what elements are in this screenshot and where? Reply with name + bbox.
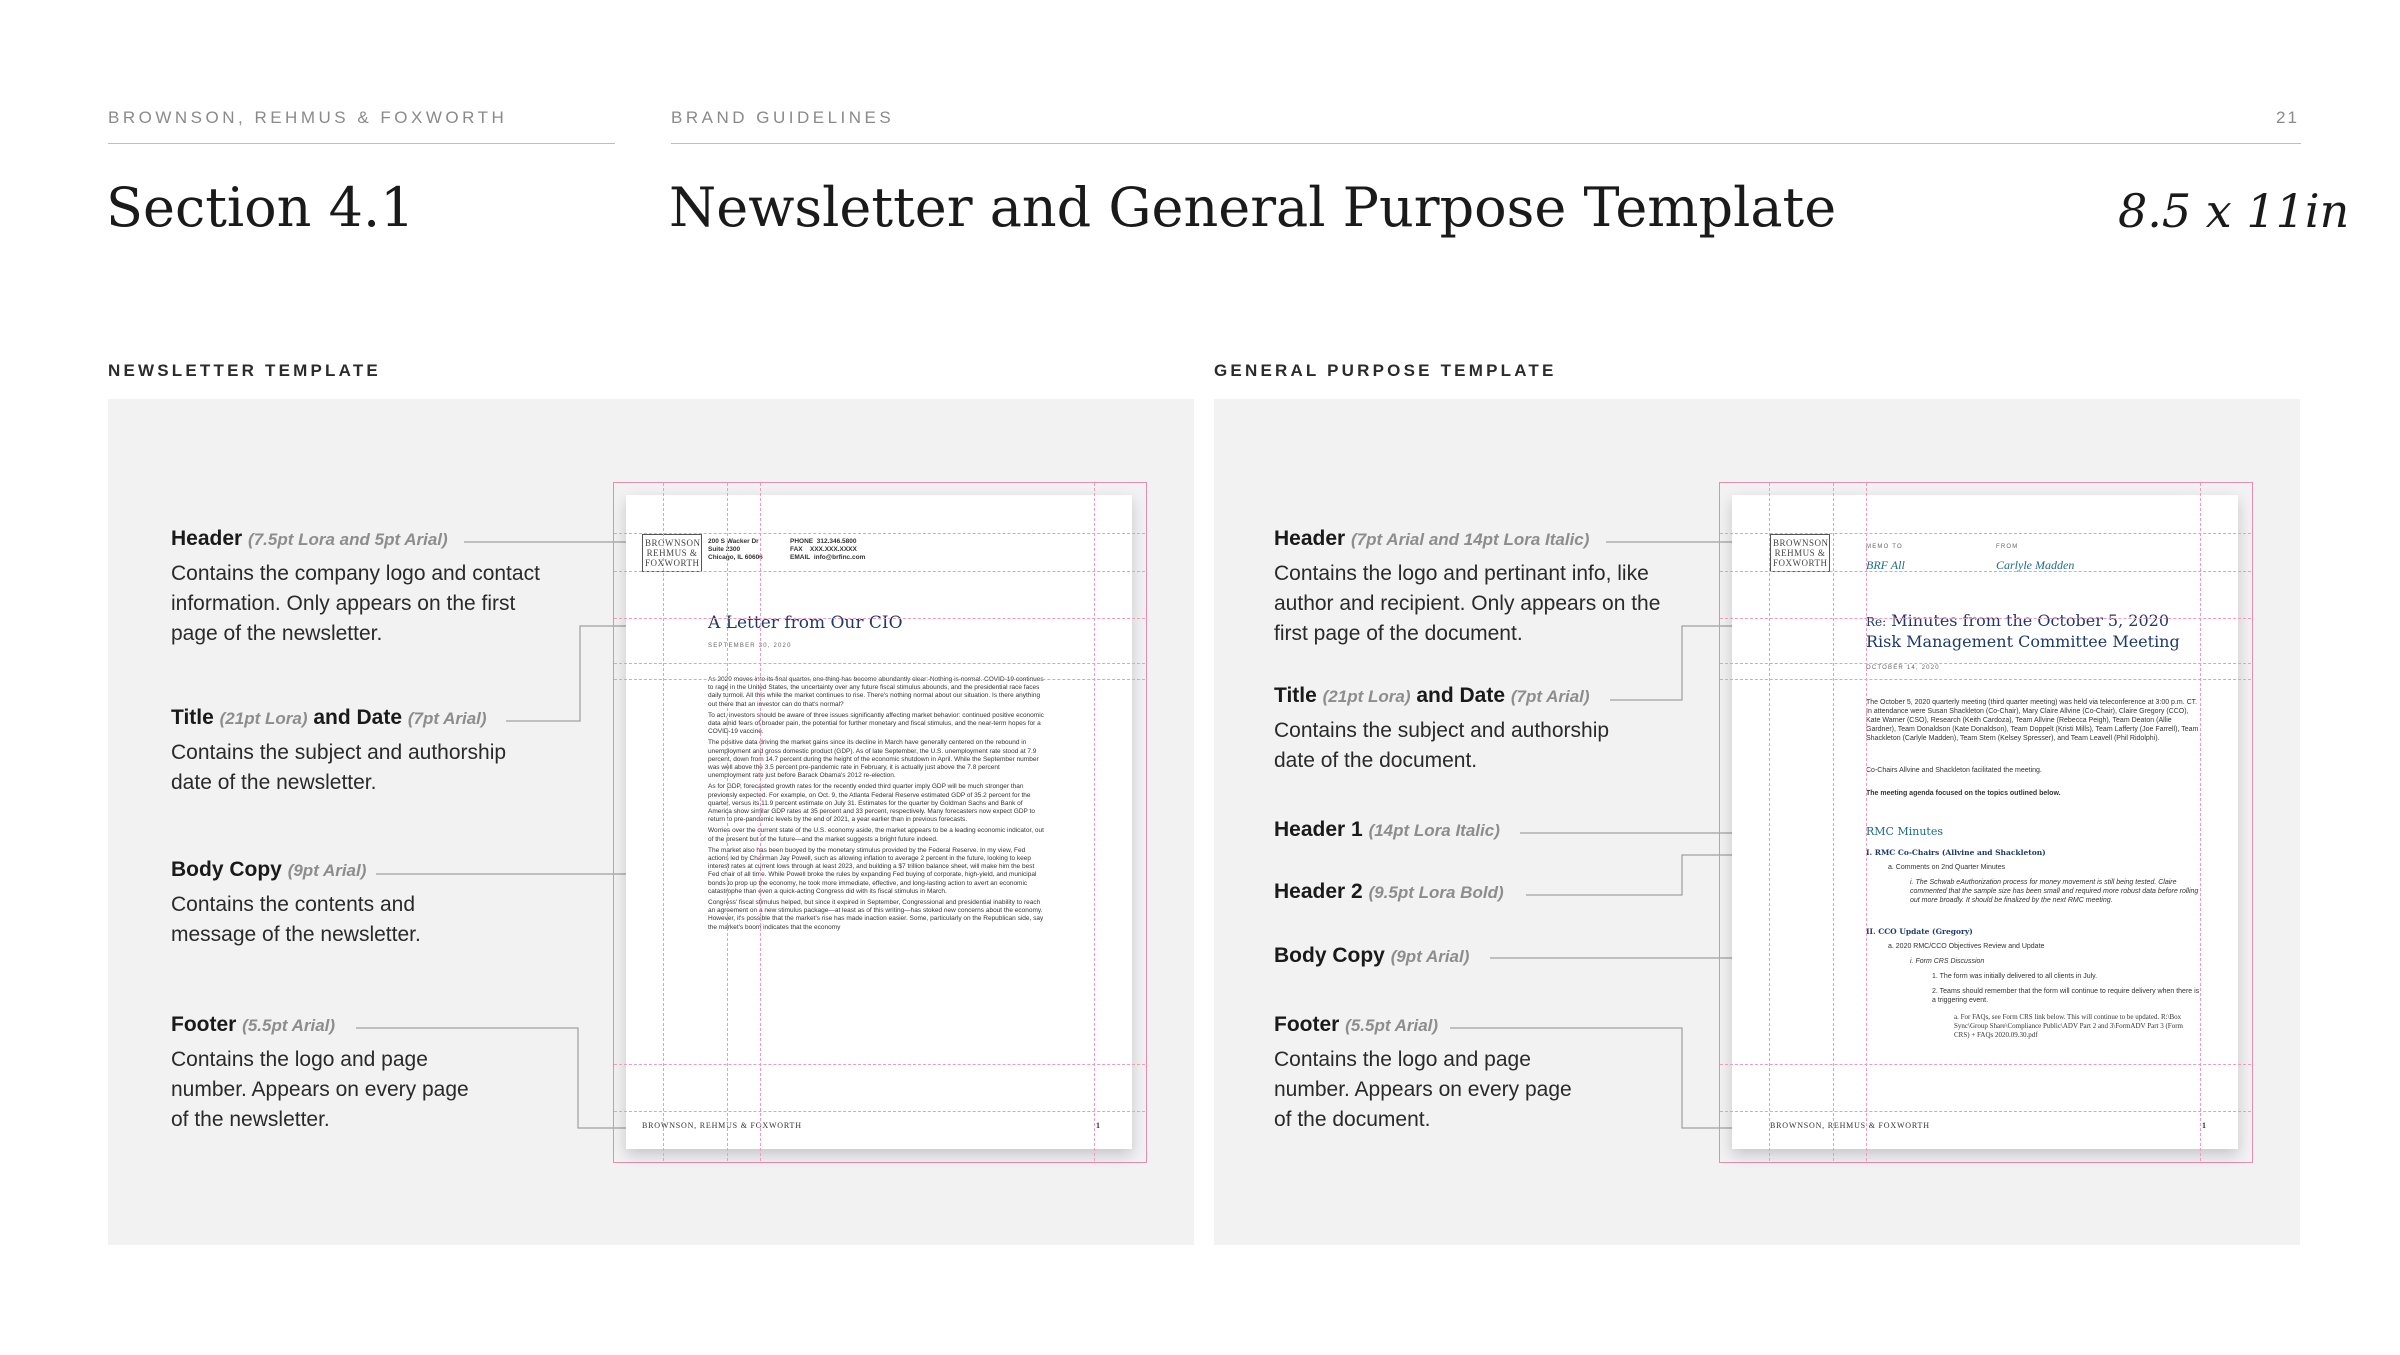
label-title-date: Title (21pt Lora) and Date (7pt Arial)	[171, 706, 487, 729]
guide-h	[614, 571, 1145, 572]
newsletter-logo: BROWNSON REHMUS & FOXWORTH	[642, 534, 702, 572]
guide-h	[614, 1064, 1145, 1065]
general-template-label: GENERAL PURPOSE TEMPLATE	[1214, 361, 1557, 380]
page-size: 8.5 x 11in	[2118, 184, 2350, 238]
guide-h	[1720, 1111, 2251, 1112]
guide-v	[1094, 483, 1095, 1161]
section-title: Section 4.1	[106, 176, 415, 239]
guide-v	[760, 483, 761, 1161]
general-logo: BROWNSON REHMUS & FOXWORTH	[1770, 534, 1830, 572]
general-list-1: 1. The form was initially delivered to all clients in July.	[1932, 973, 2098, 980]
general-list-a: a. Comments on 2nd Quarter Minutes	[1888, 864, 2006, 871]
desc-title-date: Contains the subject and authorship date of the newsletter.	[171, 741, 507, 794]
general-cochairs: Co-Chairs Allvine and Shackleton facilitated the meeting.	[1866, 767, 2042, 774]
guide-h	[1720, 618, 2251, 619]
memo-to-value: BRF All	[1866, 558, 1905, 572]
guide-h	[1720, 663, 2251, 664]
label-header-2: Header 2 (9.5pt Lora Bold)	[1274, 880, 1504, 903]
guide-h	[614, 618, 1145, 619]
general-list-i2: i. Form CRS Discussion	[1910, 958, 1985, 965]
general-doc-title: Re: Minutes from the October 5, 2020 Risk Management Committee Meeting	[1866, 611, 2180, 651]
newsletter-panel	[108, 399, 1194, 1245]
label-body-copy: Body Copy (9pt Arial)	[171, 858, 367, 881]
page-title: Newsletter and General Purpose Template	[669, 176, 1837, 239]
label-body-copy: Body Copy (9pt Arial)	[1274, 944, 1470, 967]
general-footer-logo: BROWNSON, REHMUS & FOXWORTH	[1770, 1121, 1930, 1130]
newsletter-address: 200 S Wacker Dr Suite 2300 Chicago, IL 60606	[708, 538, 763, 562]
newsletter-body-copy: As 2020 moves into its final quarter, one thing has become abundantly clear: Nothing is normal. COVID-19 continues to rage in the United States, the uncertainty over any future fiscal stimulus abounds, and the presidential race faces daily turmoil. All this while the market continues to rise. There's nothing normal about our situation. Is there anything out there that an investor can do that's normal? To act, investors should be aware of three issues significantly affecting market behavior: continued positive economic data amid fears of broader pain, the potential for further monetary and fiscal stimulus, and the near-term hopes for a COVID-19 vaccine. The positive data driving the market gains since its decline in March have generally centered on the rebound in unemployment and gross domestic product (GDP). As of late September, the U.S. unemployment rate stood at 7.9 percent, down from 14.7 percent during the height of the economic shutdown in April. While the September number was well above the 3.5 percent pre-pandemic rate in February, it is actually just above the 7.8 percent unemployment rate just before Barack Obama's 2012 re-election. As for GDP, forecasted growth rates for the recently ended third quarter imply GDP will be much stronger than previously expected. For example, on Oct. 9, the Atlanta Federal Reserve estimated GDP of 35.2 percent for the quarter, versus its 11.9 percent estimate on July 31. Estimates for the quarter by Goldman Sachs and Bank of America show similar GDP rates at 35 percent and 33 percent, respectively. Many forecasters now expect GDP to return to pre-pandemic levels by the end of 2021, a year earlier than in previous forecasts. Worries over the current state of the U.S. economy aside, the market appears to be a leading economic indicator, out of the present but of the future—and the market suggests a bright future indeed. The market also has been buoyed by the monetary stimulus provided by the Federal Reserve. In my view, Fed actions led by Chairman Jay Powell, such as allowing inflation to average 2 percent in the future, looking to keep interest rates at current lows through at least 2023, and building a $7 trillion balance sheet, will make him the best Fed chair of all time. While Powell broke the rules by expanding Fed buying of corporate, high-yield, and municipal bonds to prop up the economy, he took more immediate, effective, and long-lasting action to avert an economic catastrophe than even a quick-acting Congress did with its fiscal stimulus in March. Congress' fiscal stimulus helped, but since it expired in September, Congressional and presidential inability to reach an agreement on a new stimulus package—at least as of this writing—has stoked new concerns about the economy. However, it's possible that the market's rise has made inaction easier. Some, particularly on the Republican side, say the market's boom indicates that the economy	[708, 676, 1044, 931]
guide-v	[663, 483, 664, 1161]
general-header-2a: I. RMC Co-Chairs (Allvine and Shackleton)	[1866, 848, 2046, 857]
header-rule-right	[671, 143, 2301, 144]
guide-h	[614, 533, 1145, 534]
guide-h	[1720, 533, 2251, 534]
label-header: Header (7pt Arial and 14pt Lora Italic)	[1274, 527, 1590, 550]
general-footer-page: 1	[2202, 1121, 2207, 1130]
guide-h	[614, 1111, 1145, 1112]
guide-h	[1720, 1064, 2251, 1065]
general-doc-date: OCTOBER 14, 2020	[1866, 665, 1940, 671]
general-page	[1732, 495, 2238, 1149]
newsletter-template-label: NEWSLETTER TEMPLATE	[108, 361, 381, 380]
newsletter-doc-date: SEPTEMBER 30, 2020	[708, 643, 792, 649]
newsletter-contact: PHONE 312.346.5800 FAX XXX.XXX.XXXX EMAIL info@brfinc.com	[790, 538, 866, 562]
general-header-1: RMC Minutes	[1866, 825, 1943, 838]
guide-v	[1833, 483, 1834, 1161]
general-intro: The October 5, 2020 quarterly meeting (third quarter meeting) was held via teleconference at 3:00 p.m. CT. In attendance were Susan Shackleton (Co-Chair), Mary Claire Allvine (Co-Chair), Claire Gregory (CCO), Kate Warner (CSO), Research (Keith Cardoza), Team Allvine (Rebecca Peigh), Team Deaton (Allie Gardner), Team Donaldson (Kate Donaldson), Team Doppelt (Kristi Mills), Team Lafferty (Joe Farrell), Team Shackleton (Carlyle Madden), Team Stern (Kelsey Spresser), and Team Leavell (Phil Ridolphi).	[1866, 699, 2199, 742]
desc-title-date: Contains the subject and authorship date of the document.	[1274, 719, 1610, 772]
newsletter-page	[626, 495, 1132, 1149]
desc-body-copy: Contains the contents and message of the newsletter.	[171, 893, 421, 946]
newsletter-footer-logo: BROWNSON, REHMUS & FOXWORTH	[642, 1121, 802, 1130]
desc-footer: Contains the logo and page number. Appears on every page of the document.	[1274, 1048, 1572, 1131]
label-header: Header (7.5pt Lora and 5pt Arial)	[171, 527, 448, 550]
page-number: 21	[2276, 108, 2299, 127]
label-footer: Footer (5.5pt Arial)	[171, 1013, 336, 1036]
guide-h	[614, 663, 1145, 664]
general-agenda: The meeting agenda focused on the topics outlined below.	[1866, 790, 2061, 797]
guide-v	[1866, 483, 1867, 1161]
guide-v	[1769, 483, 1770, 1161]
label-footer: Footer (5.5pt Arial)	[1274, 1013, 1439, 1036]
desc-header: Contains the logo and pertinant info, like author and recipient. Only appears on the first page of the document.	[1274, 562, 1661, 645]
desc-header: Contains the company logo and contact information. Only appears on the first page of the newsletter.	[171, 562, 540, 645]
guide-h	[1720, 571, 2251, 572]
company-name: BROWNSON, REHMUS & FOXWORTH	[108, 108, 508, 127]
from-label: FROM	[1996, 544, 2019, 550]
guide-v	[727, 483, 728, 1161]
guide-v	[2200, 483, 2201, 1161]
memo-to-label: MEMO TO	[1866, 544, 1903, 550]
general-panel	[1214, 399, 2300, 1245]
guide-h	[614, 679, 1145, 680]
label-header-1: Header 1 (14pt Lora Italic)	[1274, 818, 1500, 841]
newsletter-doc-title: A Letter from Our CIO	[708, 613, 903, 633]
desc-footer: Contains the logo and page number. Appears on every page of the newsletter.	[171, 1048, 469, 1131]
general-list-2: 2. Teams should remember that the form will continue to require delivery when there is a triggering event.	[1932, 988, 2200, 1004]
header-rule-left	[108, 143, 615, 144]
from-value: Carlyle Madden	[1996, 558, 2075, 572]
general-list-a3: a. For FAQs, see Form CRS link below. This will continue to be updated. R:\Box Sync\Group Share\Compliance Public\ADV Part 2 and 3\FormADV Part 3 (Form CRS) + FAQs 2020.09.30.pdf	[1954, 1013, 2183, 1039]
general-header-2b: II. CCO Update (Gregory)	[1866, 927, 1973, 936]
newsletter-footer-page: 1	[1096, 1121, 1101, 1130]
guide-name: BRAND GUIDELINES	[671, 108, 895, 127]
label-title-date: Title (21pt Lora) and Date (7pt Arial)	[1274, 684, 1590, 707]
general-list-a2: a. 2020 RMC/CCO Objectives Review and Update	[1888, 943, 2045, 950]
guide-h	[1720, 679, 2251, 680]
general-list-i: i. The Schwab eAuthorization process for money movement is still being tested. Claire commented that the sample size has been small and required more robust data before rolling out more broadly. It should be finalized by the next RMC meeting.	[1910, 879, 2199, 904]
